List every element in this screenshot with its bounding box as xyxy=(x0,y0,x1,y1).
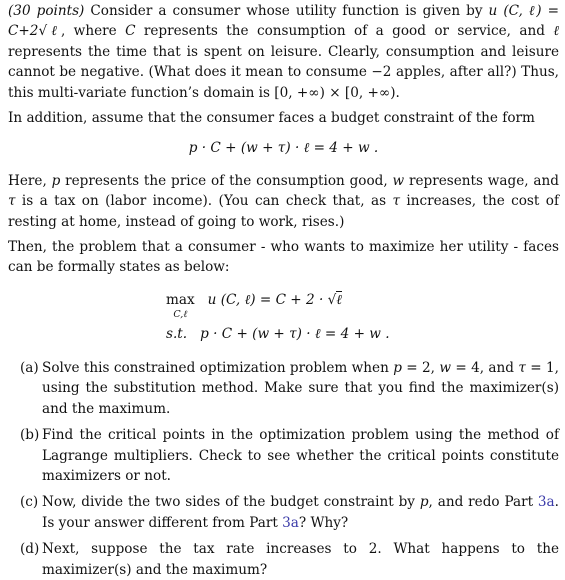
max-subscript: C,ℓ xyxy=(173,309,188,321)
intro-paragraph: (30 points) Consider a consumer whose utility function is given by u (C, ℓ) = C+2√ℓ, where C represents the consumption of a good or service, and ℓ represents the time that is spent on leisure. Clearly, consumption and leisure cannot be negative. (What does it mean to consume −2 apples, after all?) Thus, this multi-variate function’s domain is [0, +∞) × [0, +∞). xyxy=(8,3,559,101)
objective-function: u (C, ℓ) = C + 2 · xyxy=(207,291,328,308)
part-d: (d) Next, suppose the tax rate increases to 2. What happens to the maximizer(s) and the maximum? xyxy=(20,541,559,578)
part-b: (b) Find the critical points in the optimization problem using the method of Lagrange multipliers. Check to see whether the critical points constitute maximizers or not. xyxy=(20,427,559,484)
part-label: (d) xyxy=(20,541,40,558)
utility-function: u (C, ℓ) = C+2√ℓ xyxy=(8,3,559,40)
here-paragraph: Here, p represents the price of the consumption good, w represents wage, and τ is a tax on (labor income). (You can check that, as τ increases, the cost of resting at home, instead of going to work, rises.) xyxy=(8,172,559,230)
budget-intro: In addition, assume that the consumer faces a budget constraint of the form xyxy=(8,110,535,127)
part-label: (b) xyxy=(20,427,40,444)
points-label: (30 points) xyxy=(8,3,85,19)
objective-sqrt: ℓ xyxy=(336,291,342,308)
then-paragraph: Then, the problem that a consumer - who wants to maximize her utility - faces can be formally states as below: xyxy=(8,239,559,276)
part-3a-link[interactable]: 3a xyxy=(537,494,555,511)
part-c: (c) Now, divide the two sides of the budget constraint by p, and redo Part 3a. Is your answer different from Part 3a? Why? xyxy=(20,494,559,531)
part-3a-link[interactable]: 3a xyxy=(282,514,299,531)
part-label: (c) xyxy=(20,494,39,511)
optimization-problem xyxy=(166,290,559,352)
max-operator: max C,ℓ xyxy=(166,291,195,321)
budget-equation: p · C + (w + τ) · ℓ = 4 + w . xyxy=(188,140,379,157)
constraint-row xyxy=(166,324,390,344)
subject-to-label: s.t. xyxy=(166,325,188,342)
part-label: (a) xyxy=(20,359,39,376)
objective-row: max C,ℓ u (C, ℓ) = C + 2 · √ℓ xyxy=(166,291,342,321)
constraint-equation: p · C + (w + τ) · ℓ = 4 + w . xyxy=(200,325,390,342)
part-a: (a) Solve this constrained optimization problem when p = 2, w = 4, and τ = 1, using the substitution method. Make sure that you find the maximizer(s) and the maximum. xyxy=(20,359,559,417)
